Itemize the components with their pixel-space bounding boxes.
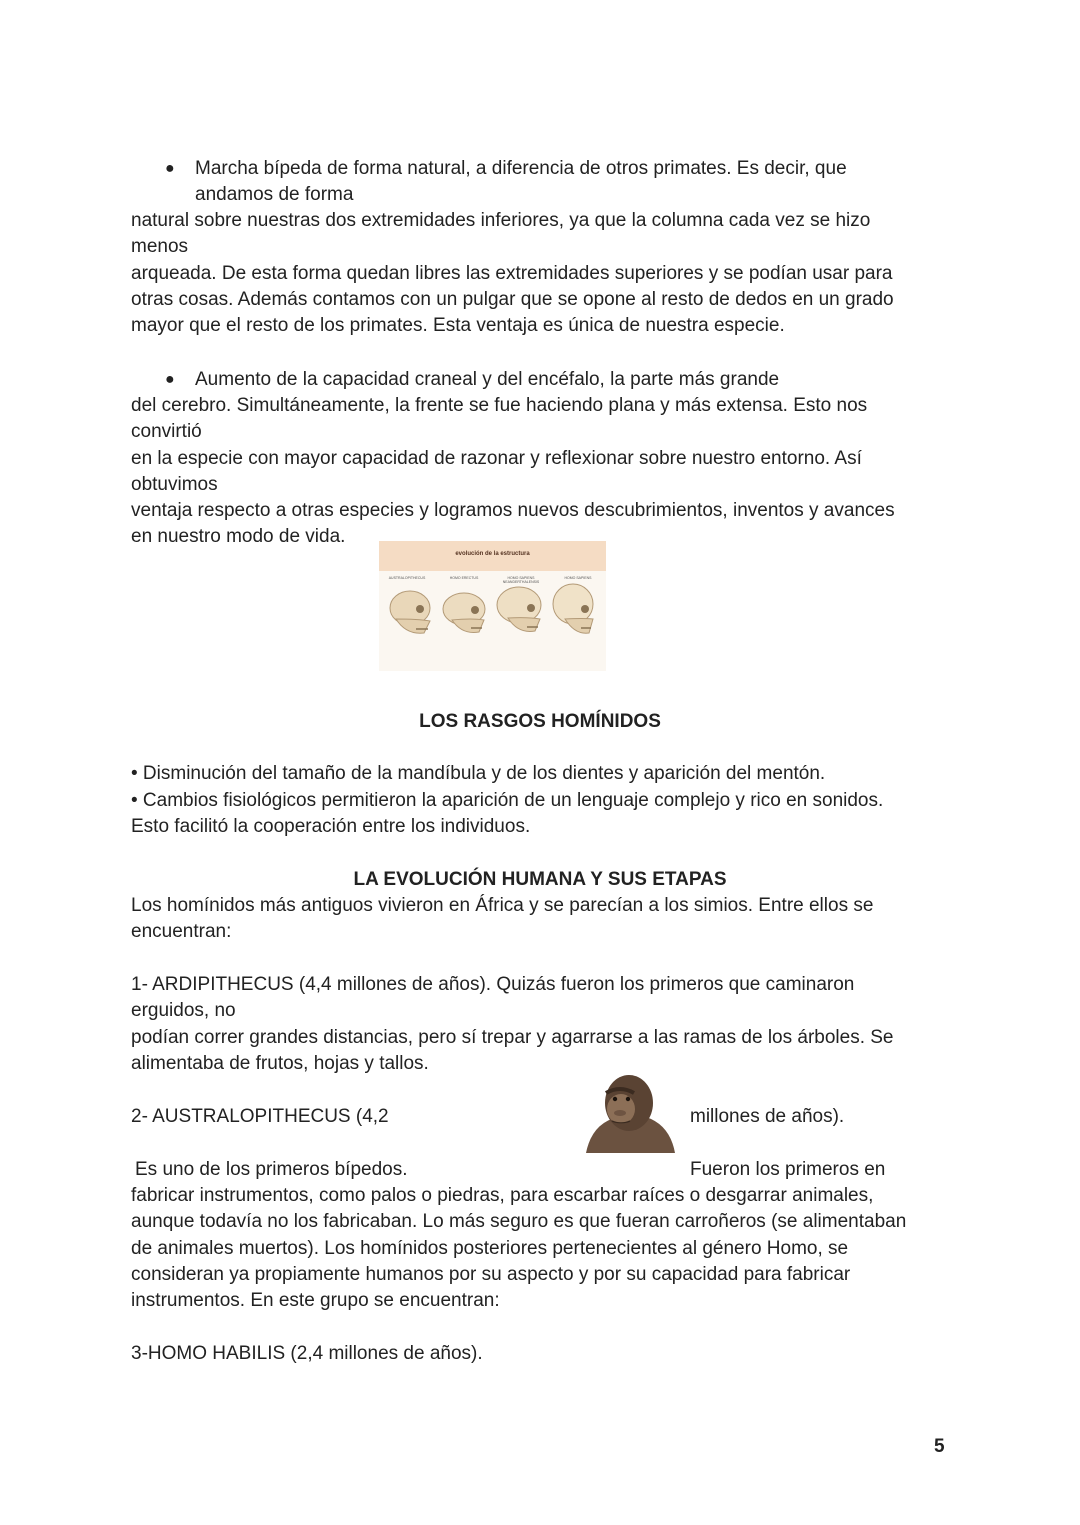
bullet-2: ● <box>165 371 175 388</box>
page-number: 5 <box>934 1436 945 1457</box>
austral-line3: fabricar instrumentos, como palos o piedras, para escarbar raíces o desgarrar animales, <box>131 1185 874 1206</box>
austral-line4: aunque todavía no los fabricaban. Lo más seguro es que fueran carroñeros (se alimentaban <box>131 1211 907 1232</box>
para2-line1: Aumento de la capacidad craneal y del encéfalo, la parte más grande <box>195 369 780 390</box>
para1-line7: mayor que el resto de los primates. Esta ventaja es única de nuestra especie. <box>131 315 785 336</box>
austral-line1-right: millones de años). <box>690 1106 845 1127</box>
para1-line2: andamos de forma <box>195 184 354 205</box>
ardi-line3: podían correr grandes distancias, pero sí trepar y agarrarse a las ramas de los árboles. Se <box>131 1027 894 1048</box>
para2-line4: en la especie con mayor capacidad de razonar y reflexionar sobre nuestro entorno. Así <box>131 448 862 469</box>
para1-line3: natural sobre nuestras dos extremidades inferiores, ya que la columna cada vez se hizo <box>131 210 871 231</box>
austral-line2-left: Es uno de los primeros bípedos. <box>135 1159 408 1180</box>
skull-label-1: AUSTRALOPITHECUS <box>388 576 426 580</box>
para2-line3: convirtió <box>131 421 202 442</box>
skull-label-3: HOMO SAPIENS NEANDERTHALENSIS <box>502 576 540 584</box>
skull-icon <box>553 584 593 633</box>
rasgos-line3: Esto facilitó la cooperación entre los individuos. <box>131 816 531 837</box>
ardi-line4: alimentaba de frutos, hojas y tallos. <box>131 1053 429 1074</box>
australopithecus-image <box>584 1071 675 1153</box>
austral-line7: instrumentos. En este grupo se encuentran: <box>131 1290 500 1311</box>
intro-line2: encuentran: <box>131 921 232 942</box>
section-title-evolucion: LA EVOLUCIÓN HUMANA Y SUS ETAPAS <box>353 869 727 890</box>
section-title-rasgos: LOS RASGOS HOMÍNIDOS <box>419 711 661 732</box>
para2-line2: del cerebro. Simultáneamente, la frente se fue haciendo plana y más extensa. Esto nos <box>131 395 868 416</box>
skull-icon <box>497 587 541 631</box>
ardi-line1: 1- ARDIPITHECUS (4,4 millones de años). Quizás fueron los primeros que caminaron <box>131 974 855 995</box>
para2-line5: obtuvimos <box>131 474 218 495</box>
para1-line5: arqueada. De esta forma quedan libres las extremidades superiores y se podían usar para <box>131 263 893 284</box>
bullet-1: ● <box>165 160 175 177</box>
skull-label-2: HOMO ERECTUS <box>449 576 479 580</box>
skull-drawings <box>379 541 606 671</box>
para2-line6: ventaja respecto a otras especies y logramos nuevos descubrimientos, inventos y avances <box>131 500 895 521</box>
para1-line1: Marcha bípeda de forma natural, a diferencia de otros primates. Es decir, que <box>195 158 847 179</box>
austral-line1-left: 2- AUSTRALOPITHECUS (4,2 <box>131 1106 389 1127</box>
ardi-line2: erguidos, no <box>131 1000 236 1021</box>
para1-line6: otras cosas. Además contamos con un pulgar que se opone al resto de dedos en un grado <box>131 289 894 310</box>
habilis-line: 3-HOMO HABILIS (2,4 millones de años). <box>131 1343 483 1364</box>
intro-line1: Los homínidos más antiguos vivieron en África y se parecían a los simios. Entre ellos se <box>131 895 874 916</box>
skull-label-4: HOMO SAPIENS <box>564 576 592 580</box>
para1-line4: menos <box>131 236 189 257</box>
skull-icon <box>390 591 430 633</box>
austral-line2-right: Fueron los primeros en <box>690 1159 886 1180</box>
austral-line5: de animales muertos). Los homínidos posteriores pertenecientes al género Homo, se <box>131 1238 849 1259</box>
para2-line7: en nuestro modo de vida. <box>131 526 346 547</box>
figure-title: evolución de la estructura <box>455 551 530 557</box>
skull-icon <box>443 593 485 633</box>
rasgos-line2: • Cambios fisiológicos permitieron la aparición de un lenguaje complejo y rico en sonidos. <box>131 790 884 811</box>
skull-evolution-figure <box>379 541 606 671</box>
austral-line6: consideran ya propiamente humanos por su aspecto y por su capacidad para fabricar <box>131 1264 851 1285</box>
rasgos-line1: • Disminución del tamaño de la mandíbula y de los dientes y aparición del mentón. <box>131 763 826 784</box>
